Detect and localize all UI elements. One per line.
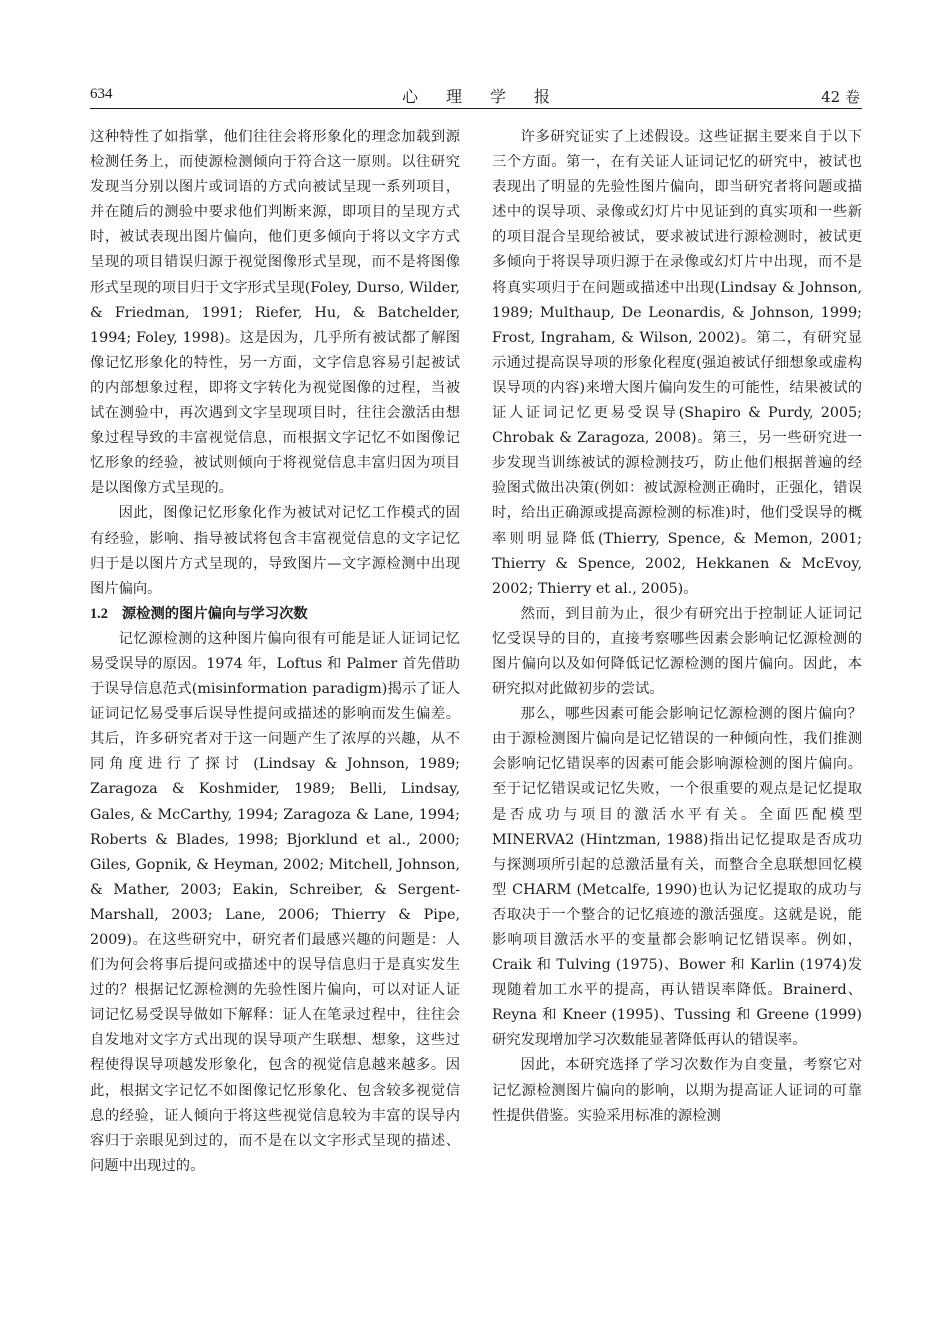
body-paragraph: 记忆源检测的这种图片偏向很有可能是证人证词记忆易受误导的原因。1974 年，Loftus 和 Palmer 首先借助于误导信息范式(misinformation paradigm)揭示了证人证词记忆易受事后误导性提问或描述的影响而发生偏差。其后，许多研究者对于这一问题产生了浓厚的兴趣，从不同角度进行了探讨 (Lindsay & Johnson, 1989; Zaragoza & Koshmider, 1989; Belli, Lindsay, Gales, & McCarthy, 1994; Zaragoza & Lane, 1994; Roberts & Blades, 1998; Bjorklund et al., 2000; Giles, Gopnik, & Heyman, 2002; Mitchell, Johnson, & Mather, 2003; Eakin, Schreiber, & Sergent-Marshall, 2003; Lane, 2006; Thierry & Pipe, 2009)。在这些研究中，研究者们最感兴趣的问题是：人们为何会将事后提问或描述中的误导信息归于是真实发生过的？根据记忆源检测的先验性图片偏向，可以对证人证词记忆易受误导做如下解释：证人在笔录过程中，往往会自发地对文字方式出现的误导项产生联想、想象，这些过程使得误导项越发形象化，包含的视觉信息越来越多。因此，根据文字记忆不如图像记忆形象化、包含较多视觉信息的经验，证人倾向于将这些视觉信息较为丰富的误导内容归于亲眼见到过的，而不是在以文字形式呈现的描述、问题中出现过的。: [90, 630, 460, 1174]
page-number: 634: [90, 86, 113, 102]
body-paragraph: 那么，哪些因素可能会影响记忆源检测的图片偏向？由于源检测图片偏向是记忆错误的一种倾向性，我们推测会影响记忆错误率的因素可能会影响源检测的图片偏向。至于记忆错误或记忆失败，一个很重要的观点是记忆提取是否成功与项目的激活水平有关。全面匹配模型 MINERVA2 (Hintzman, 1988)指出记忆提取是否成功与探测项所引起的总激活量有关，而整合全息联想回忆模型 CHARM (Metcalfe, 1990)也认为记忆提取的成功与否取决于一个整合的记忆痕迹的激活强度。这就是说，能影响项目激活水平的变量都会影响记忆错误率。例如，Craik 和 Tulving (1975)、Bower 和 Karlin (1974)发现随着加工水平的提高，再认错误率降低。Brainerd、Reyna 和 Kneer (1995)、Tussing 和 Greene (1999) 研究发现增加学习次数能显著降低再认的错误率。: [492, 706, 862, 1049]
volume-label: 42 卷: [821, 88, 860, 106]
right-column: [492, 125, 862, 1129]
running-header: [90, 84, 862, 106]
body-paragraph: 因此，图像记忆形象化作为被试对记忆工作模式的固有经验，影响、指导被试将包含丰富视觉信息的文字记忆归于是以图片方式呈现的，导致图片—文字源检测中出现图片偏向。: [90, 505, 460, 597]
section-heading: [90, 602, 460, 627]
journal-title: 心理学报: [401, 87, 578, 106]
body-paragraph: 这种特性了如指掌，他们往往会将形象化的理念加载到源检测任务上，而使源检测倾向于符合这一原则。以往研究发现当分别以图片或词语的方式向被试呈现一系列项目，并在随后的测验中要求他们判断来源，即项目的呈现方式时，被试表现出图片偏向，他们更多倾向于将以文字方式呈现的项目错误归源于视觉图像形式呈现，而不是将图像形式呈现的项目归于文字形式呈现(Foley, Durso, Wilder, & Friedman, 1991; Riefer, Hu, & Batchelder, 1994; Foley, 1998)。这是因为，几乎所有被试都了解图像记忆形象化的特性，另一方面，文字信息容易引起被试的内部想象过程，即将文字转化为视觉图像的过程，当被试在测验中，再次遇到文字呈现项目时，往往会激活由想象过程导致的丰富视觉信息，而根据文字记忆不如图像记忆形象的经验，被试则倾向于将视觉信息丰富归因为项目是以图像方式呈现的。: [90, 129, 460, 497]
section-number: 1.2: [90, 605, 108, 622]
section-title: 源检测的图片偏向与学习次数: [121, 605, 308, 622]
left-column: [90, 125, 460, 1179]
body-paragraph: 然而，到目前为止，很少有研究出于控制证人证词记忆受误导的目的，直接考察哪些因素会影响记忆源检测的图片偏向以及如何降低记忆源检测的图片偏向。因此，本研究拟对此做初步的尝试。: [492, 605, 862, 698]
header-rule: [90, 108, 862, 109]
body-paragraph: 因此，本研究选择了学习次数作为自变量，考察它对记忆源检测图片偏向的影响，以期为提高证人证词的可靠性提供借鉴。实验采用标准的源检测: [492, 1057, 862, 1124]
body-paragraph: 许多研究证实了上述假设。这些证据主要来自于以下三个方面。第一，在有关证人证词记忆的研究中，被试也表现出了明显的先验性图片偏向，即当研究者将问题或描述中的误导项、录像或幻灯片中见证到的真实项和一些新的项目混合呈现给被试，要求被试进行源检测时，被试更多倾向于将误导项归源于在录像或幻灯片中出现，而不是将真实项归于在问题或描述中出现(Lindsay & Johnson, 1989; Multhaup, De Leonardis, & Johnson, 1999; Frost, Ingraham, & Wilson, 2002)。第二，有研究显示通过提高误导项的形象化程度(强迫被试仔细想象或虚构误导项的内容)来增大图片偏向发生的可能性，结果被试的证人证词记忆更易受误导(Shapiro & Purdy, 2005; Chrobak & Zaragoza, 2008)。第三，另一些研究进一步发现当训练被试的源检测技巧，防止他们根据普遍的经验图式做出决策(例如：被试源检测正确时，正强化，错误时，给出正确源或提高源检测的标准)时，他们受误导的概率则明显降低(Thierry, Spence, & Memon, 2001; Thierry & Spence, 2002, Hekkanen & McEvoy, 2002; Thierry et al., 2005)。: [492, 129, 862, 597]
